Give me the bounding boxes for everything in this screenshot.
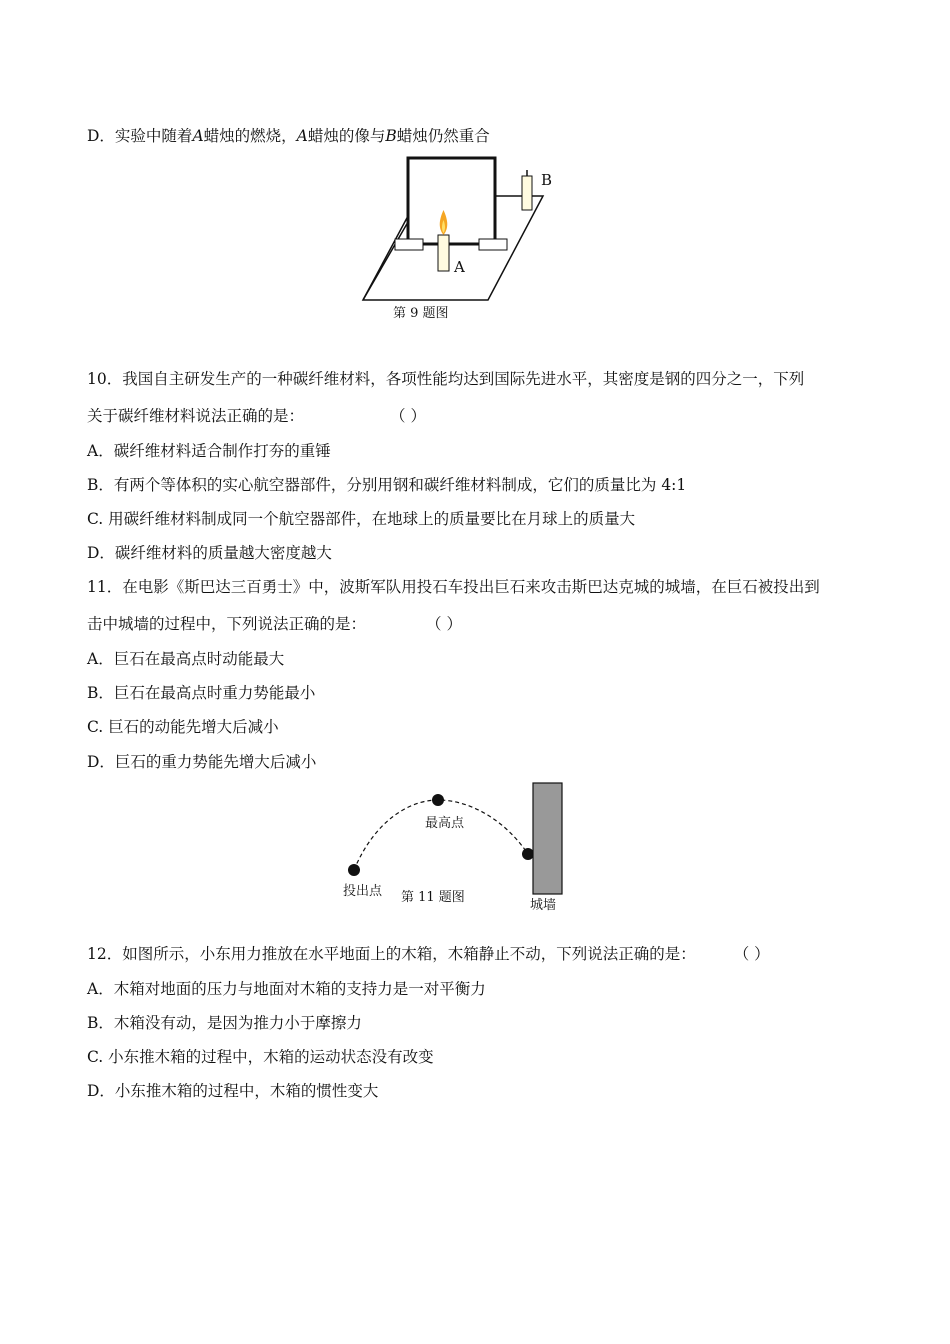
label-city-wall: 城墙 (530, 898, 557, 913)
caption-figure-11: 第 11 题图 (401, 890, 465, 905)
q12-option-c: C. 小东推木箱的过程中，木箱的运动状态没有改变 (87, 1048, 434, 1066)
table-edge-redraw (363, 216, 408, 300)
city-wall (533, 783, 562, 894)
candle-a (438, 235, 449, 271)
q11-option-c: C. 巨石的动能先增大后减小 (87, 718, 279, 736)
q12-option-d: D．小东推木箱的过程中，木箱的惯性变大 (87, 1082, 379, 1100)
q10-stem-line1: 10．我国自主研发生产的一种碳纤维材料，各项性能均达到国际先进水平，其密度是钢的四分之一，下列 (87, 370, 805, 388)
q10-option-a: A．碳纤维材料适合制作打夯的重锤 (87, 442, 331, 460)
q10-stem-line2: 关于碳纤维材料说法正确的是： （ ） (87, 407, 426, 425)
q12-answer-paren: （ ） (733, 945, 770, 963)
impact-point-dot (522, 848, 534, 860)
label-launch-point: 投出点 (343, 884, 383, 899)
q11-stem-line1: 11．在电影《斯巴达三百勇士》中，波斯军队用投石车投出巨石来攻击斯巴达克城的城墙，在巨石被投出到 (87, 578, 820, 596)
right-stand (479, 239, 507, 250)
label-b: B (541, 171, 553, 189)
q11-answer-paren: （ ） (426, 615, 462, 633)
figure-9-mirror-candles (355, 150, 555, 330)
q12-option-a: A．木箱对地面的压力与地面对木箱的支持力是一对平衡力 (87, 980, 486, 998)
figure-11-trajectory (335, 780, 575, 915)
q11-stem-line2: 击中城墙的过程中，下列说法正确的是： （ ） (87, 615, 462, 633)
q9-option-d: D．实验中随着A蜡烛的燃烧，A蜡烛的像与B蜡烛仍然重合 (87, 127, 490, 145)
q12-stem: 12．如图所示，小东用力推放在水平地面上的木箱，木箱静止不动，下列说法正确的是： （ ） (87, 945, 770, 963)
candle-b (522, 176, 532, 210)
q10-option-d: D．碳纤维材料的质量越大密度越大 (87, 544, 332, 562)
label-a: A (454, 258, 465, 276)
caption-figure-9: 第 9 题图 (393, 306, 449, 321)
glass-plate (408, 158, 495, 244)
q11-option-d: D．巨石的重力势能先增大后减小 (87, 753, 317, 771)
q10-option-c: C. 用碳纤维材料制成同一个航空器部件，在地球上的质量要比在月球上的质量大 (87, 510, 636, 528)
label-highest-point: 最高点 (425, 816, 465, 831)
launch-point-dot (348, 864, 360, 876)
q11-option-a: A．巨石在最高点时动能最大 (87, 650, 285, 668)
trajectory-curve (354, 800, 528, 870)
q10-option-b: B．有两个等体积的实心航空器部件，分别用钢和碳纤维材料制成，它们的质量比为 4:1 (87, 476, 687, 494)
left-stand (395, 239, 423, 250)
q12-option-b: B．木箱没有动，是因为推力小于摩擦力 (87, 1014, 362, 1032)
q11-option-b: B．巨石在最高点时重力势能最小 (87, 684, 316, 702)
q10-answer-paren: （ ） (390, 407, 426, 425)
highest-point-dot (432, 794, 444, 806)
